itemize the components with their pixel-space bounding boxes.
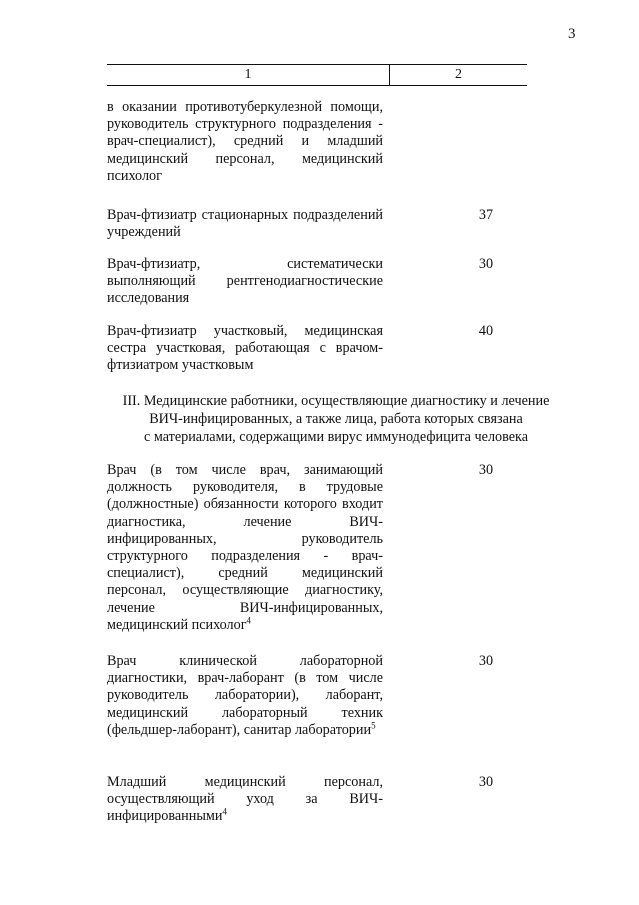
table-header [107,64,527,86]
row-value: 30 [478,653,494,669]
row-text [107,462,383,634]
row-text-body: Врач клинической лабораторной диагностики, врач-лаборант (в том числе руководитель лаборатории), лаборант, медицинский лабораторный техник (фельдшер-лаборант), санитар лаборатории [107,653,383,738]
row-value: 30 [478,462,494,478]
row-text: Врач-фтизиатр стационарных подразделений учреждений [107,207,383,241]
row-text: Врач-фтизиатр, систематически выполняющий рентгенодиагностические исследования [107,256,383,307]
table-row [107,323,494,375]
row-value: 37 [478,207,494,223]
table-row [107,653,494,739]
table-row [107,207,494,241]
page-number: 3 [568,26,576,42]
column-2-header: 2 [455,67,462,82]
table-row [107,462,494,634]
table-row [107,256,494,308]
footnote-marker: 4 [222,806,227,817]
section-title-line: с материалами, содержащими вирус иммунодефицита человека [143,429,529,445]
row-text [107,774,383,826]
footnote-marker: 4 [246,615,252,626]
section-title-line: III. Медицинские работники, осуществляющие диагностику и лечение [122,393,550,409]
row-text-body: Младший медицинский персонал, осуществляющий уход за ВИЧ-инфицированными [107,774,383,825]
section-title [100,392,572,446]
row-text: в оказании противотуберкулезной помощи, руководитель структурного подразделения - врач-специалист), средний и младший медицинский персонал, медицинский психолог [107,99,383,184]
row-text: Врач-фтизиатр участковый, медицинская сестра участковая, работающая с врачом-фтизиатром участковым [107,323,383,374]
footnote-marker: 5 [371,720,376,731]
row-value: 40 [478,323,494,339]
table-row [107,99,383,185]
row-text [107,653,383,739]
row-value: 30 [478,256,494,272]
row-text-body: Врач (в том числе врач, занимающий должность руководителя, в трудовые (должностные) обязанности которого входит диагностика, лечение ВИЧ-инфицированных, руководитель структурного подразделения - врач-специалист), средний медицинский персонал, осуществляющие диагностику, лечение ВИЧ-инфицированных, медицинский психолог [107,462,383,633]
row-value: 30 [478,774,494,790]
section-title-line: ВИЧ-инфицированных, а также лица, работа которых связана [149,411,523,427]
column-1-header: 1 [107,65,390,85]
table-row [107,774,494,826]
